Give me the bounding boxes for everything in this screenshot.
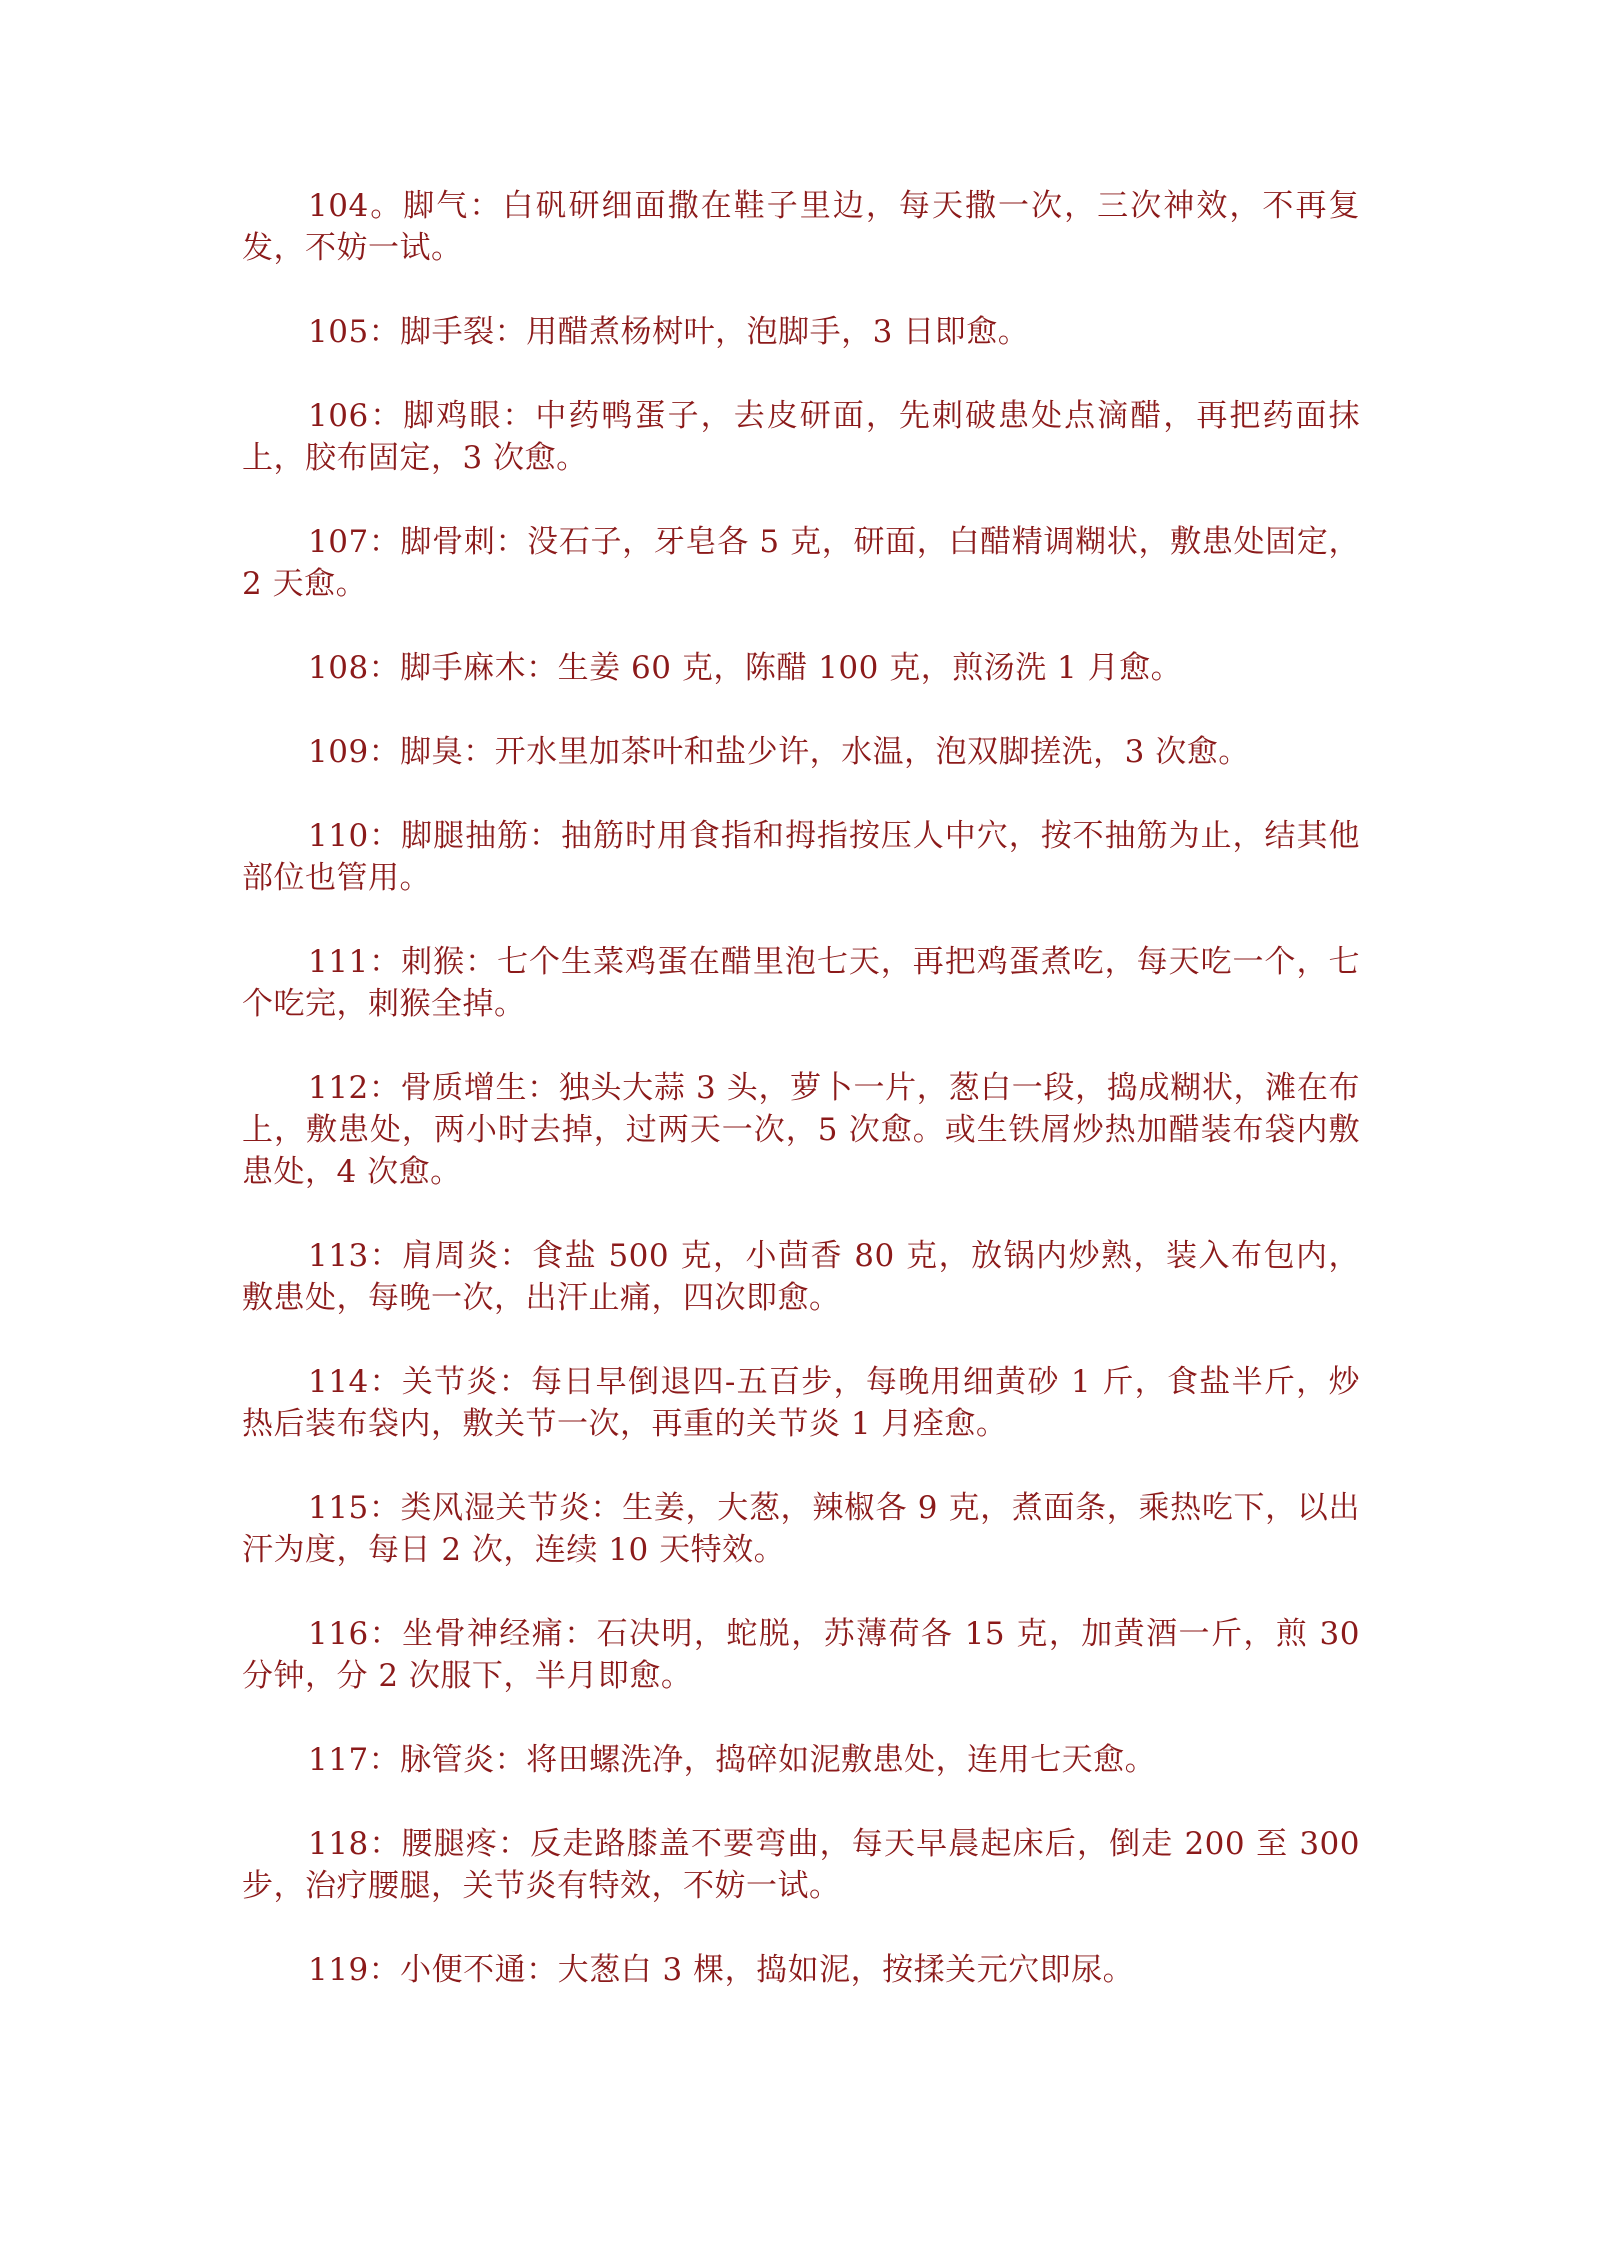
remedy-entry-104: 104。脚气：白矾研细面撒在鞋子里边，每天撒一次，三次神效，不再复发，不妨一试。 [242,188,1360,266]
remedy-entry-111: 111：刺猴：七个生菜鸡蛋在醋里泡七天，再把鸡蛋煮吃，每天吃一个，七个吃完，刺猴全掉。 [242,944,1360,1022]
remedy-entry-117: 117：脉管炎：将田螺洗净，捣碎如泥敷患处，连用七天愈。 [308,1742,1157,1778]
remedy-entry-114: 114：关节炎：每日早倒退四-五百步，每晚用细黄砂 1 斤，食盐半斤，炒热后装布袋内，敷关节一次，再重的关节炎 1 月痊愈。 [242,1364,1360,1442]
remedy-entry-107: 107：脚骨刺：没石子，牙皂各 5 克，研面，白醋精调糊状，敷患处固定，2 天愈。 [242,524,1360,602]
remedy-entry-105: 105：脚手裂：用醋煮杨树叶，泡脚手，3 日即愈。 [308,314,1030,350]
remedy-entry-115: 115：类风湿关节炎：生姜，大葱，辣椒各 9 克，煮面条，乘热吃下，以出汗为度，每日 2 次，连续 10 天特效。 [242,1490,1360,1568]
remedy-entry-118: 118：腰腿疼：反走路膝盖不要弯曲，每天早晨起床后，倒走 200 至 300 步，治疗腰腿，关节炎有特效，不妨一试。 [242,1826,1360,1904]
remedy-entry-109: 109：脚臭：开水里加茶叶和盐少许，水温，泡双脚搓洗，3 次愈。 [308,734,1250,770]
remedy-entry-116: 116：坐骨神经痛：石决明，蛇脱，苏薄荷各 15 克，加黄酒一斤，煎 30 分钟，分 2 次服下，半月即愈。 [242,1616,1360,1694]
remedy-list [242,185,1360,1991]
remedy-entry-113: 113：肩周炎：食盐 500 克，小茴香 80 克，放锅内炒熟，装入布包内，敷患处，每晚一次，出汗止痛，四次即愈。 [242,1238,1360,1316]
remedy-entry-108: 108：脚手麻木：生姜 60 克，陈醋 100 克，煎汤洗 1 月愈。 [308,650,1183,686]
remedy-entry-112: 112：骨质增生：独头大蒜 3 头，萝卜一片，葱白一段，捣成糊状，滩在布上，敷患处，两小时去掉，过两天一次，5 次愈。或生铁屑炒热加醋装布袋内敷患处，4 次愈。 [242,1070,1360,1190]
remedy-entry-119: 119：小便不通：大葱白 3 棵，捣如泥，按揉关元穴即尿。 [308,1952,1135,1988]
remedy-entry-110: 110：脚腿抽筋：抽筋时用食指和拇指按压人中穴，按不抽筋为止，结其他部位也管用。 [242,818,1360,896]
remedy-entry-106: 106：脚鸡眼：中药鸭蛋子，去皮研面，先刺破患处点滴醋，再把药面抹上，胶布固定，3 次愈。 [242,398,1360,476]
